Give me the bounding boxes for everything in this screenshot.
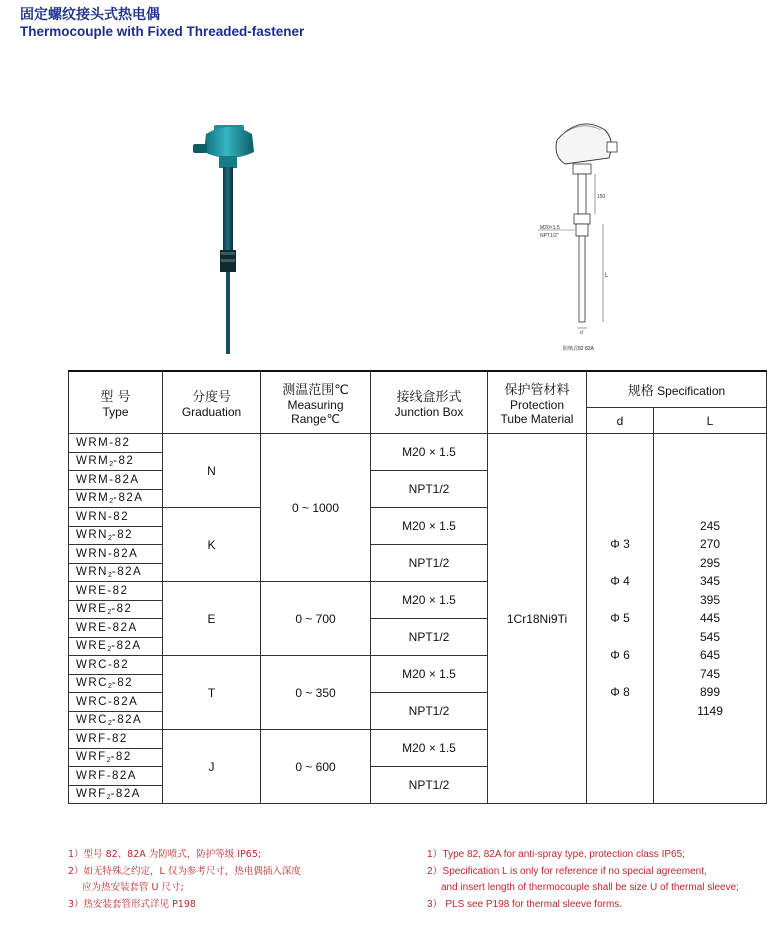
graduation-cell: T	[163, 656, 261, 730]
type-cell: $WRN_2-82A$	[69, 563, 163, 582]
diameter-value: Φ 6	[610, 648, 630, 662]
length-value: 899	[699, 685, 721, 700]
length-value: 1149	[697, 703, 723, 718]
type-cell: WRC-82	[69, 656, 163, 675]
diameter-value: Φ 5	[610, 611, 630, 625]
type-cell: $WRE_2-82$	[69, 600, 163, 619]
note-en-2-cont: and insert length of thermocouple shall be size U of thermal sleeve;	[441, 882, 739, 893]
box-npt-cell: NPT1/2	[371, 619, 488, 656]
diameter-value: Φ 8	[610, 685, 630, 699]
range-cell: 0 ~ 1000	[261, 434, 371, 582]
header-tube-material: 保护管材料 Protection Tube Material	[488, 371, 587, 434]
type-cell: WRM-82	[69, 434, 163, 453]
length-value: 295	[699, 555, 721, 570]
note-cn-1: 1）型号 82、82A 为防喷式，防护等级 IP65;	[68, 849, 262, 860]
type-cell: WRE-82A	[69, 619, 163, 638]
header-L: L	[654, 408, 767, 434]
graduation-cell: J	[163, 730, 261, 804]
diameter-value: Φ 4	[610, 574, 630, 588]
range-cell: 0 ~ 350	[261, 656, 371, 730]
type-cell: WRC-82A	[69, 693, 163, 712]
type-cell: $WRM_2-82$	[69, 452, 163, 471]
box-m20-cell: M20 × 1.5	[371, 434, 488, 471]
note-en-1: 1）Type 82, 82A for anti-spray type, protection class IP65;	[427, 849, 685, 860]
header-junction-box: 接线盒形式 Junction Box	[371, 371, 488, 434]
tube-material-cell: 1Cr18Ni9Ti	[488, 434, 587, 804]
note-cn-2: 2）如无特殊之约定，L 仅为参考尺寸，热电偶插入深度	[68, 865, 301, 877]
type-cell: $WRN_2-82$	[69, 526, 163, 545]
type-cell: $WRF_2-82A$	[69, 785, 163, 804]
type-cell: $WRM_2-82A$	[69, 489, 163, 508]
length-value: 270	[699, 537, 721, 552]
dim-L-label: L	[605, 273, 609, 279]
note-cn-3: 3）热安装套管形式详见 P198	[68, 898, 196, 910]
header-d: d	[587, 408, 654, 434]
note-cn-2-cont: 应为热安装套管 U 尺寸;	[82, 882, 184, 893]
diameter-values-cell	[587, 434, 654, 804]
header-graduation: 分度号 Graduation	[163, 371, 261, 434]
box-npt-cell: NPT1/2	[371, 545, 488, 582]
thread-npt-label: NPT1/2"	[540, 233, 559, 239]
type-cell: WRN-82A	[69, 545, 163, 564]
note-en-2: 2）Specification L is only for reference if no special agreement,	[427, 865, 707, 877]
type-cell: $WRC_2-82A$	[69, 711, 163, 730]
box-m20-cell: M20 × 1.5	[371, 508, 488, 545]
length-value: 645	[699, 648, 721, 663]
length-value: 745	[699, 666, 721, 681]
type-cell: $WRC_2-82$	[69, 674, 163, 693]
graduation-cell: E	[163, 582, 261, 656]
graduation-cell: N	[163, 434, 261, 508]
type-cell: WRM-82A	[69, 471, 163, 490]
graduation-cell: K	[163, 508, 261, 582]
box-m20-cell: M20 × 1.5	[371, 656, 488, 693]
length-value: 245	[699, 518, 721, 533]
length-value: 345	[699, 574, 721, 589]
specification-table	[68, 370, 767, 804]
type-cell: WRF-82A	[69, 767, 163, 786]
box-npt-cell: NPT1/2	[371, 471, 488, 508]
title-english: Thermocouple with Fixed Threaded-fastener	[20, 24, 305, 39]
title-chinese: 固定螺纹接头式热电偶	[20, 7, 160, 23]
range-cell: 0 ~ 600	[261, 730, 371, 804]
box-m20-cell: M20 × 1.5	[371, 582, 488, 619]
header-range: 测温范围℃ Measuring Range℃	[261, 371, 371, 434]
box-npt-cell: NPT1/2	[371, 767, 488, 804]
table-row	[69, 434, 767, 453]
length-value: 545	[699, 629, 721, 644]
length-value: 395	[699, 592, 721, 607]
type-cell: $WRE_2-82A$	[69, 637, 163, 656]
type-cell: $WRF_2-82$	[69, 748, 163, 767]
range-cell: 0 ~ 700	[261, 582, 371, 656]
type-cell: WRN-82	[69, 508, 163, 527]
header-specification: 规格 Specification	[587, 371, 767, 408]
type-cell: WRE-82	[69, 582, 163, 601]
note-en-3: 3） PLS see P198 for thermal sleeve forms.	[427, 898, 623, 910]
diameter-value: Φ 3	[610, 537, 630, 551]
drawing-caption: 防喷式82 82A	[563, 346, 594, 352]
thread-m20-label: M20×1.5	[540, 225, 560, 231]
notes-english	[427, 847, 739, 913]
box-npt-cell: NPT1/2	[371, 693, 488, 730]
type-cell: WRF-82	[69, 730, 163, 749]
length-values-cell	[654, 434, 767, 804]
dim-150-label: 150	[597, 194, 606, 200]
header-type: 型 号 Type	[69, 371, 163, 434]
box-m20-cell: M20 × 1.5	[371, 730, 488, 767]
notes-chinese	[68, 847, 301, 913]
thermocouple-photo	[180, 112, 280, 362]
dimension-drawing	[535, 112, 635, 357]
length-value: 445	[699, 611, 721, 626]
dim-d-label: d	[580, 330, 583, 336]
